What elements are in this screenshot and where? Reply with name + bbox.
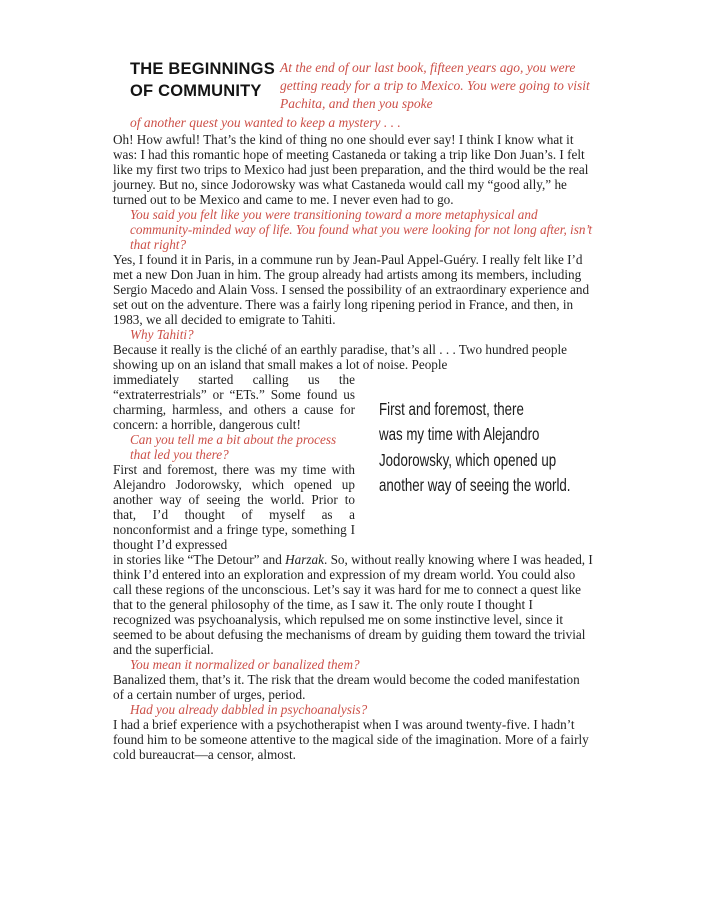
answer-paragraph-6: I had a brief experience with a psychotherapist when I was around twenty-five. I hadn’t found him to be someone attentive to the magical side of the imagination. More of a fairly cold bureaucrat—a censor, almost. (113, 717, 589, 762)
pull-quote-line: another way of seeing the world. (379, 474, 571, 495)
answer-paragraph-2: Yes, I found it in Paris, in a commune run by Jean-Paul Appel-Guéry. I really felt like I’d met a new Don Juan in him. The group already had artists among its members, including Sergio Macedo and Alain Voss. I sensed the possibility of an extraordinary experience and set out on the adventure. There was a fairly long ripening period in France, and then, in 1983, we all decided to emigrate to Tahiti. (113, 252, 590, 327)
pull-quote (379, 397, 593, 498)
interviewer-question-3: Why Tahiti? (130, 327, 194, 342)
answer-paragraph-3-fullwidth: Because it really is the cliché of an earthly paradise, that’s all . . . Two hundred people showing up on an island that small makes a lot of noise. People (113, 342, 568, 372)
answer-paragraph-5: Banalized them, that’s it. The risk that the dream would become the coded manifestation of a certain number of urges, period. (113, 672, 580, 702)
answer-paragraph-1: Oh! How awful! That’s the kind of thing no one should ever say! I think I know what it was: I had this romantic hope of meeting Castaneda or taking a trip like Don Juan’s. I felt like my first two trips to Mexico had just been preparation, and the third would be the real journey. But no, since Jodorowsky was what Castaneda would call my “good ally,” he turned out to be Mexico and came to me. I never even had to go. (113, 132, 589, 207)
chapter-title-line2: OF COMMUNITY (130, 81, 262, 100)
interviewer-question-2: You said you felt like you were transitioning toward a more metaphysical and community-minded way of life. You found what you were looking for not long after, isn’t that right? (130, 207, 593, 252)
chapter-title (113, 52, 280, 102)
interviewer-question-4: Can you tell me a bit about the process that led you there? (130, 432, 337, 462)
interviewer-question-5: You mean it normalized or banalized them? (130, 657, 360, 672)
interviewer-question-6: Had you already dabbled in psychoanalysis? (130, 702, 368, 717)
answer-paragraph-4-fullwidth (113, 552, 593, 657)
pull-quote-line: First and foremost, there (379, 399, 524, 419)
interviewer-question-intro-continuation: of another quest you wanted to keep a mystery . . . (130, 115, 401, 130)
pull-quote-line: Jodorowsky, which opened up (379, 449, 557, 470)
pull-quote-line: was my time with Alejandro (379, 424, 540, 445)
chapter-header (113, 52, 593, 113)
text-block (113, 52, 593, 762)
book-title-harzak: Harzak (285, 552, 324, 567)
chapter-title-line1: THE BEGINNINGS (130, 60, 275, 78)
answer-paragraph-4-narrow: First and foremost, there was my time with Alejandro Jodorowsky, which opened up another way of seeing the world. Prior to that, I’d thought of myself as a nonconformist and a fringe type, something I thought I’d expressed (113, 462, 355, 552)
interviewer-question-intro: At the end of our last book, fifteen years ago, you were getting ready for a trip to Mexico. You were going to visit Pachita, and then you spoke (280, 60, 590, 111)
answer-4-text-after-title: . So, without really knowing where I was headed, I think I’d entered into an exploration and expression of my dream world. You could also call these regions of the unconscious. Let’s say it was hard for me to connect a quest like that to the general philosophy of the time, as I saw it. The only route I thought I recognized was psychoanalysis, which repulsed me on some instinctive level, since it seemed to be about defusing the mechanisms of dream by guiding them toward the trivial and the superficial. (113, 552, 593, 657)
answer-4-text-before-title: in stories like “The Detour” and (113, 552, 286, 567)
answer-paragraph-3-narrow: immediately started calling us the “extraterrestrials” or “ETs.” Some found us charming, harmless, and others a cause for concern: a horrible, dangerous cult! (113, 372, 355, 432)
